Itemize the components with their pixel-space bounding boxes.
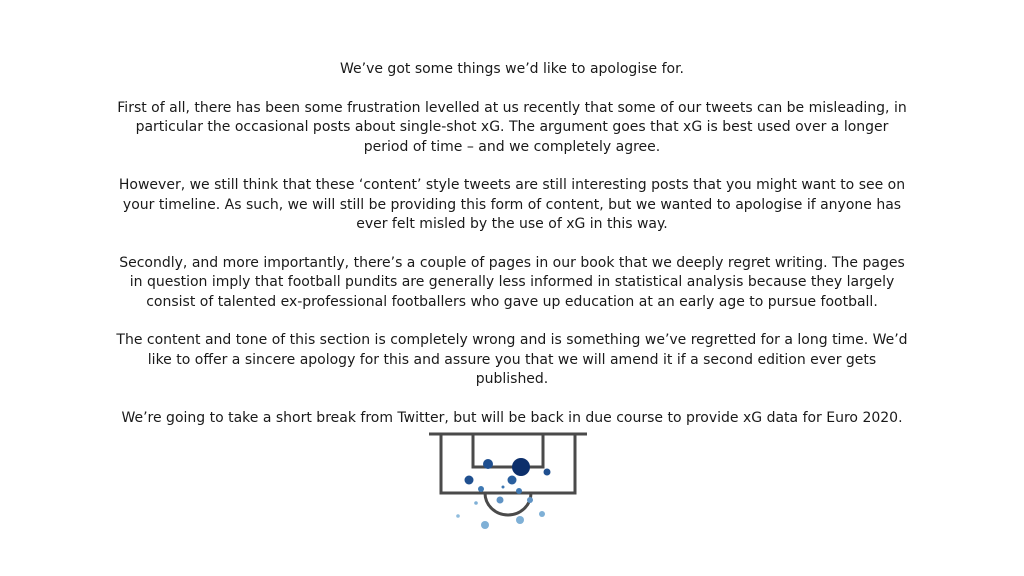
shot-dot [516,516,524,524]
shot-dot [456,514,460,518]
penalty-area-outline [441,434,575,493]
paragraph-misleading-tweets: First of all, there has been some frustration levelled at us recently that some of our tweets can be misleading, in particular the occasional posts about single-shot xG. The argument goes that xG is best used over a longer period of time – and we completely agree. [117,99,907,155]
paragraph-sincere-apology: The content and tone of this section is completely wrong and is something we’ve regretted for a long time. We’d like to offer a sincere apology for this and assure you that we will amend it if a second edition ever gets published. [116,332,908,387]
shot-dot [539,511,545,517]
shot-dot [481,521,489,529]
shot-dot [483,459,493,469]
paragraph-book-regret: Secondly, and more importantly, there’s a couple of pages in our book that we deeply regret writing. The pages in question imply that football pundits are generally less informed in statistical analysis because they largely consist of talented ex-professional footballers who gave up education at an early age to pursue football. [119,254,905,310]
shot-dot [516,488,522,494]
shot-dot [527,497,533,503]
shot-dot [474,501,478,505]
paragraph-content-tweets: However, we still think that these ‘content’ style tweets are still interesting posts that you might want to see on your timeline. As such, we will still be providing this form of content, but we wanted to apologise if anyone has ever felt misled by the use of xG in this way. [118,177,906,232]
penalty-box-shot-map-icon [427,430,589,536]
apology-statement [112,60,912,447]
shot-dot [512,458,530,476]
shot-dot [544,469,551,476]
shot-dot [497,497,504,504]
shot-dot [478,486,484,492]
paragraph-twitter-break: We’re going to take a short break from Twitter, but will be back in due course to provide xG data for Euro 2020. [121,409,903,426]
shot-dot [508,476,517,485]
shot-dot [465,476,474,485]
shot-dot [502,486,505,489]
paragraph-intro: We’ve got some things we’d like to apologise for. [340,61,684,77]
penalty-arc [485,493,531,515]
